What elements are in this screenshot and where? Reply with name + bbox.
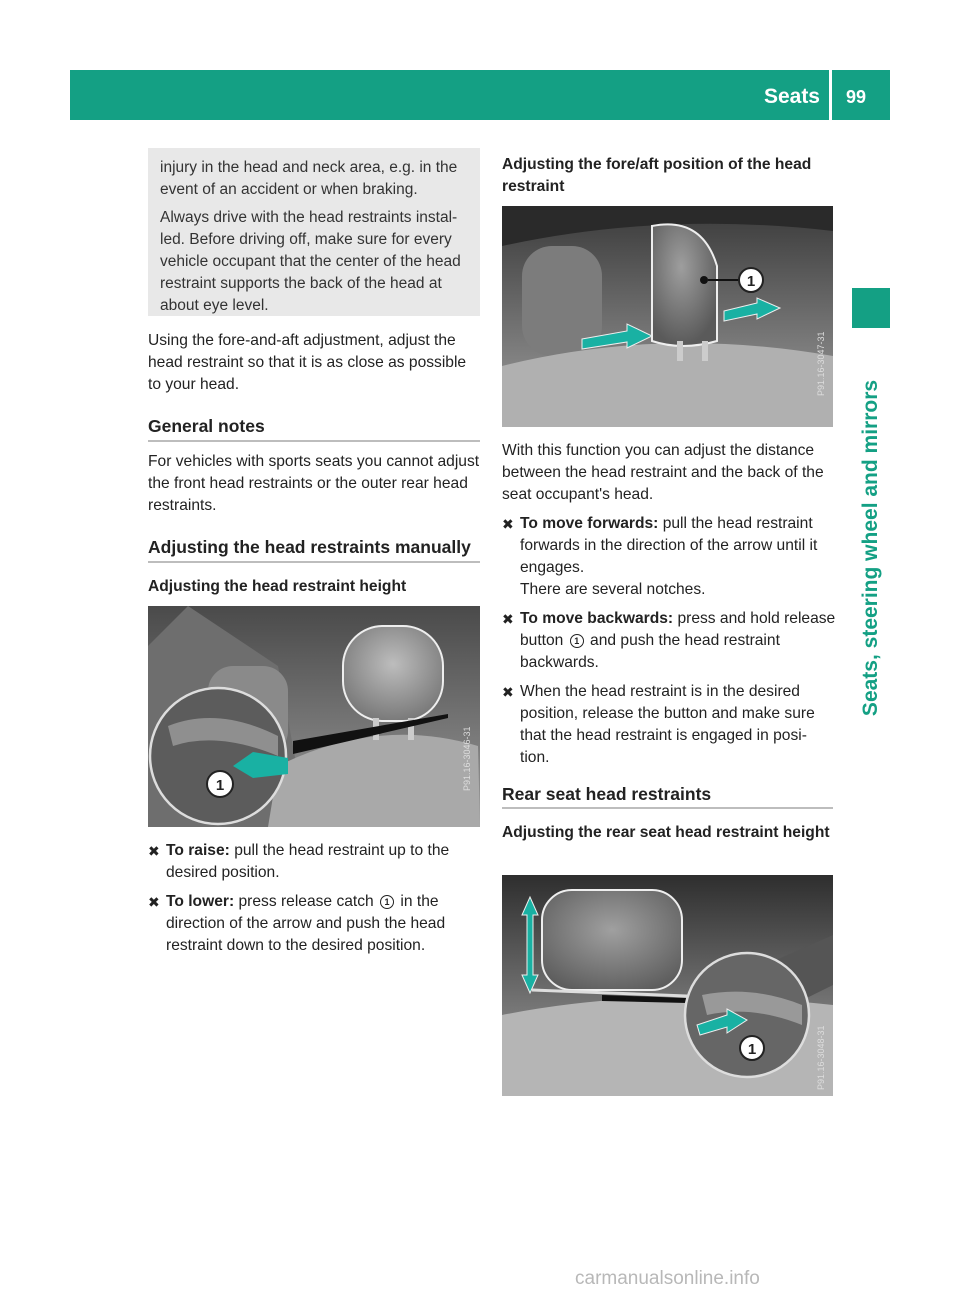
step-arrow-icon: ✖ [502, 611, 514, 627]
item-label: To raise: [166, 842, 230, 859]
rear-subheading: Adjusting the rear seat head restraint height [502, 824, 830, 841]
callout-1: 1 [215, 777, 225, 794]
item-text: pull the head restraint up to the desired position. [166, 842, 450, 881]
item-text: When the head restraint is in the desired position, release the button and make sure that the head restraint is engaged in posi- tion. [520, 683, 815, 766]
callout-1-icon: 1 [570, 634, 584, 648]
step-arrow-icon: ✖ [148, 843, 160, 859]
section-title: Seats [763, 85, 820, 108]
foreaft-heading: Adjusting the fore/aft position of the head restraint [502, 156, 812, 195]
item-text: press and hold release button [520, 610, 836, 649]
item-extra-text: There are several notches. [520, 581, 706, 598]
step-arrow-icon: ✖ [502, 516, 514, 532]
note-paragraph-2: Always drive with the head restraints instal- led. Before driving off, make sure for every vehicle occupant that the center of the head restraint supports the back of the head at about eye level. [160, 209, 461, 314]
figure-rear-height-adjust [502, 875, 833, 1096]
foreaft-instructions [502, 513, 836, 776]
item-label: To lower: [166, 893, 235, 910]
general-notes-heading: General notes [148, 416, 265, 436]
manual-adjust-heading: Adjusting the head restraints manually [148, 537, 471, 557]
item-label: To move backwards: [520, 610, 674, 627]
figure-code: P91.16-3048-31 [816, 1025, 826, 1090]
list-item [148, 891, 482, 957]
section-rule [502, 807, 833, 809]
callout-1: 1 [747, 1041, 757, 1058]
note-paragraph-1: injury in the head and neck area, e.g. in the event of an accident or when braking. [160, 159, 458, 198]
item-label: To move forwards: [520, 515, 659, 532]
list-item [502, 608, 836, 674]
warning-note [148, 148, 480, 316]
figure-foreaft-adjust [502, 206, 833, 427]
item-text: in the direction of the arrow and push the head restraint down to the desired position. [166, 893, 446, 954]
chapter-side-label: Seats, steering wheel and mirrors [859, 379, 882, 717]
height-instructions [148, 840, 482, 964]
list-item [148, 840, 482, 884]
figure-height-adjust [148, 606, 480, 827]
watermark: carmanualsonline.info [575, 1268, 760, 1289]
page-number: 99 [845, 87, 866, 107]
step-arrow-icon: ✖ [148, 894, 160, 910]
general-notes-text [148, 451, 482, 517]
intro-paragraph: Using the fore-and-aft adjustment, adjust the head restraint so that it is as close as possible to your head. [148, 332, 467, 393]
section-rule [148, 440, 480, 442]
item-text: press release catch [238, 893, 374, 910]
item-text: and push the head restraint backwards. [520, 632, 780, 671]
intro-text [148, 330, 482, 396]
side-tab-marker [852, 288, 890, 328]
header-separator [829, 70, 832, 120]
foreaft-text [502, 440, 836, 506]
height-subheading: Adjusting the head restraint height [148, 578, 407, 595]
rear-heading: Rear seat head restraints [502, 784, 712, 804]
callout-1-icon: 1 [380, 895, 394, 909]
item-text: pull the head restraint forwards in the direction of the arrow until it engages. [520, 515, 818, 576]
callout-1: 1 [746, 273, 756, 290]
general-notes-paragraph: For vehicles with sports seats you cannot adjust the front head restraints or the outer rear head restraints. [148, 453, 480, 514]
foreaft-paragraph: With this function you can adjust the distance between the head restraint and the back of the seat occupant's head. [502, 442, 824, 503]
figure-code: P91.16-3047-31 [816, 331, 826, 396]
list-item [502, 681, 836, 769]
step-arrow-icon: ✖ [502, 684, 514, 700]
section-rule [148, 561, 480, 563]
figure-code: P91.16-3046-31 [462, 726, 472, 791]
list-item [502, 513, 836, 601]
page-header [70, 70, 890, 120]
